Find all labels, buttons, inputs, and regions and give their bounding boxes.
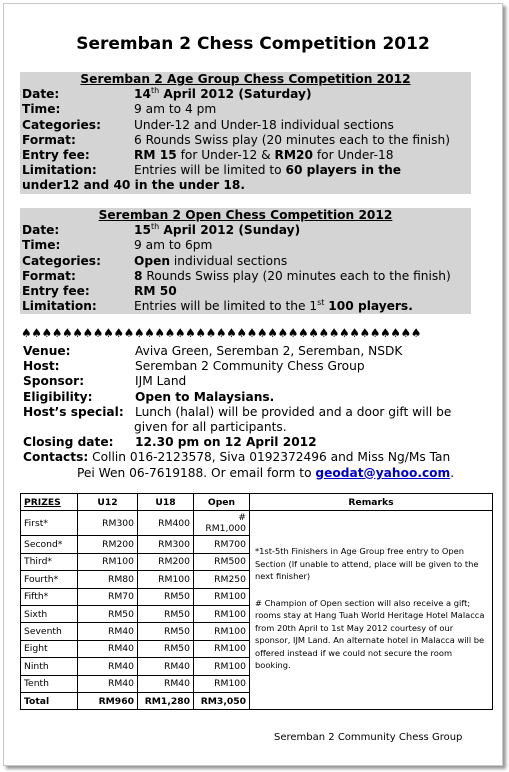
prize-place: Fourth* bbox=[21, 571, 78, 588]
info-field-row bbox=[21, 359, 471, 374]
prize-amount: RM700 bbox=[194, 536, 250, 553]
prize-amount: RM50 bbox=[138, 605, 194, 622]
prize-amount: RM300 bbox=[78, 511, 138, 536]
remarks-header: Remarks bbox=[250, 494, 493, 511]
closing-date-row bbox=[21, 435, 471, 450]
age-group-field-value bbox=[134, 163, 471, 178]
remark-second: # Champion of Open section will also receive a gift; rooms stay at Hang Tuah World Heritage Hotel Malacca from 20th April to 1st May 2012 courtesy of our sponsor, IJM Land. An alternate hotel in Malacca will be offered instead if we could not secure the room booking. bbox=[255, 597, 485, 671]
u18-header: U18 bbox=[138, 494, 194, 511]
open-field-label: Limitation: bbox=[22, 299, 97, 314]
closing-date-value: 12.30 pm on 12 April 2012 bbox=[135, 435, 317, 450]
table-row bbox=[21, 511, 493, 536]
info-field-label: Host’s special: bbox=[23, 404, 124, 419]
info-field-label: Eligibility: bbox=[23, 389, 93, 404]
email-link[interactable]: geodat@yahoo.com bbox=[315, 465, 451, 480]
info-field-label: Venue: bbox=[23, 344, 71, 358]
text-segment: RM 15 bbox=[134, 148, 177, 163]
text-segment: st bbox=[317, 298, 325, 308]
age-group-field-row bbox=[20, 133, 471, 148]
prize-amount: RM80 bbox=[78, 571, 138, 588]
open-field-row bbox=[20, 223, 471, 238]
text-segment: Under-12 and Under-18 individual sections bbox=[134, 117, 394, 132]
age-group-section bbox=[20, 72, 471, 194]
prize-amount: RM250 bbox=[194, 571, 250, 588]
text-segment: Entries will be limited to bbox=[134, 163, 286, 178]
prize-amount: RM40 bbox=[78, 623, 138, 640]
text-segment: 15 bbox=[134, 223, 151, 238]
info-field-label: Host: bbox=[23, 359, 60, 374]
info-field-label: Sponsor: bbox=[23, 374, 85, 389]
open-field-value bbox=[134, 269, 471, 284]
text-segment: under12 bbox=[22, 178, 80, 193]
prize-amount: RM100 bbox=[194, 605, 250, 622]
open-field-row bbox=[20, 238, 471, 253]
prize-amount: RM300 bbox=[138, 536, 194, 553]
info-field-value bbox=[135, 359, 471, 374]
open-field-row bbox=[20, 254, 471, 269]
contacts-line2-end: . bbox=[450, 465, 455, 480]
prize-place: Fifth* bbox=[21, 588, 78, 605]
prize-amount: RM100 bbox=[194, 675, 250, 692]
open-field-label: Categories: bbox=[22, 253, 101, 268]
age-group-field-value bbox=[134, 87, 471, 102]
text-segment: 60 players in the bbox=[285, 163, 402, 178]
prize-amount: RM100 bbox=[194, 588, 250, 605]
age-group-field-label: Limitation: bbox=[22, 163, 97, 178]
prize-amount: RM40 bbox=[138, 658, 194, 675]
text-segment: Aviva Green, Seremban 2, Seremban, NSDK bbox=[135, 344, 403, 358]
prize-amount: # RM1,000 bbox=[194, 511, 250, 536]
text-segment: 100 players. bbox=[328, 299, 413, 314]
contacts-line2-text: Pei Wen 06-7619188. Or email form to bbox=[77, 465, 316, 480]
prize-amount: RM40 bbox=[78, 675, 138, 692]
text-segment: Open bbox=[134, 253, 171, 268]
prize-place: Second* bbox=[21, 536, 78, 553]
prizes-header-row bbox=[21, 494, 493, 511]
prize-place: Eight bbox=[21, 640, 78, 657]
prize-place: Seventh bbox=[21, 623, 78, 640]
prize-amount: RM100 bbox=[194, 640, 250, 657]
open-field-label: Format: bbox=[22, 268, 76, 283]
prize-amount: RM100 bbox=[78, 553, 138, 570]
text-segment: Open to Malaysians. bbox=[135, 389, 275, 404]
prize-amount: RM100 bbox=[194, 658, 250, 675]
open-field-value bbox=[134, 223, 471, 238]
text-segment: th bbox=[150, 222, 160, 232]
remark-first: *1st-5th Finishers in Age Group free entry to Open Section (If unable to attend, place will be given to the next finisher) bbox=[255, 546, 479, 582]
text-segment: IJM Land bbox=[135, 374, 187, 389]
u12-header: U12 bbox=[78, 494, 138, 511]
prize-amount: RM70 bbox=[78, 588, 138, 605]
text-segment: April 2012 (Saturday) bbox=[159, 87, 312, 102]
age-group-field-label: Time: bbox=[22, 102, 61, 117]
prize-place: Third* bbox=[21, 553, 78, 570]
age-group-field-row bbox=[20, 163, 471, 178]
text-segment: April 2012 (Sunday) bbox=[159, 223, 301, 238]
footer-org: Seremban 2 Community Chess Group bbox=[274, 732, 463, 743]
age-group-field-label: Date: bbox=[22, 87, 60, 102]
open-field-label: Entry fee: bbox=[22, 284, 90, 299]
age-group-field-label: Format: bbox=[22, 132, 76, 147]
open-field-label: Time: bbox=[22, 238, 61, 253]
info-field-value bbox=[135, 344, 471, 359]
age-group-limitation-continued bbox=[20, 178, 471, 193]
prize-amount: RM40 bbox=[78, 640, 138, 657]
prize-amount: RM200 bbox=[78, 536, 138, 553]
host-special-continued: given for all participants. bbox=[134, 420, 287, 435]
prize-amount: RM40 bbox=[78, 658, 138, 675]
total-amount: RM1,280 bbox=[138, 692, 194, 709]
age-group-field-value bbox=[134, 133, 471, 148]
text-segment: individual sections bbox=[170, 253, 288, 268]
spade-divider: ♠♠♠♠♠♠♠♠♠♠♠♠♠♠♠♠♠♠♠♠♠♠♠♠♠♠♠♠♠♠♠♠♠♠♠♠♠♠♠ bbox=[21, 326, 422, 340]
age-group-field-value bbox=[134, 102, 471, 117]
open-field-row bbox=[20, 269, 471, 284]
info-field-value bbox=[135, 390, 471, 405]
text-segment: 14 bbox=[134, 87, 151, 102]
age-group-heading: Seremban 2 Age Group Chess Competition 2012 bbox=[80, 72, 411, 86]
text-segment: 9 am to 4 pm bbox=[134, 102, 217, 117]
prize-amount: RM40 bbox=[138, 675, 194, 692]
closing-date-label: Closing date: bbox=[23, 435, 114, 450]
prize-amount: RM100 bbox=[138, 571, 194, 588]
prize-amount: RM50 bbox=[138, 588, 194, 605]
prize-amount: RM50 bbox=[78, 605, 138, 622]
text-segment: Rounds Swiss play (20 minutes each to the finish) bbox=[142, 268, 451, 283]
prize-amount: RM50 bbox=[138, 623, 194, 640]
open-field-value bbox=[134, 299, 471, 314]
open-field-label: Date: bbox=[22, 223, 60, 238]
prize-amount: RM100 bbox=[194, 623, 250, 640]
info-field-row bbox=[21, 374, 471, 389]
contacts-row bbox=[21, 450, 471, 465]
age-group-field-label: Categories: bbox=[22, 117, 101, 132]
info-field-value bbox=[135, 374, 471, 389]
total-label: Total bbox=[21, 692, 78, 709]
prize-amount: RM50 bbox=[138, 640, 194, 657]
age-group-field-label: Entry fee: bbox=[22, 148, 90, 163]
text-segment: RM 50 bbox=[134, 284, 177, 299]
text-segment: th bbox=[150, 86, 160, 96]
remarks-cell bbox=[250, 511, 493, 710]
text-segment: for Under-12 & bbox=[176, 148, 275, 163]
prizes-header-label: PRIZES bbox=[21, 494, 78, 511]
document-title: Seremban 2 Chess Competition 2012 bbox=[76, 34, 430, 54]
text-segment: 6 Rounds Swiss play (20 minutes each to the finish) bbox=[134, 132, 450, 147]
prize-place: Ninth bbox=[21, 658, 78, 675]
age-group-field-value bbox=[134, 118, 471, 133]
prize-place: Sixth bbox=[21, 605, 78, 622]
open-section bbox=[20, 208, 471, 314]
prize-place: Tenth bbox=[21, 675, 78, 692]
prize-amount: RM400 bbox=[138, 511, 194, 536]
prize-amount: RM500 bbox=[194, 553, 250, 570]
age-group-field-row bbox=[20, 148, 471, 163]
info-field-value bbox=[135, 405, 471, 420]
open-header: Open bbox=[194, 494, 250, 511]
age-group-field-row bbox=[20, 118, 471, 133]
info-field-row bbox=[21, 344, 471, 359]
age-group-field-value bbox=[134, 148, 471, 163]
text-segment: Lunch (halal) will be provided and a door gift will be bbox=[135, 404, 452, 419]
contacts-line2 bbox=[21, 466, 471, 481]
event-info bbox=[21, 344, 471, 481]
prizes-table bbox=[20, 493, 493, 710]
age-group-field-row bbox=[20, 87, 471, 102]
document-page bbox=[3, 3, 503, 766]
text-segment: 40 in the under 18. bbox=[113, 178, 245, 193]
total-amount: RM3,050 bbox=[194, 692, 250, 709]
text-segment: for Under-18 bbox=[312, 148, 394, 163]
prize-amount: RM200 bbox=[138, 553, 194, 570]
open-heading: Seremban 2 Open Chess Competition 2012 bbox=[98, 208, 393, 222]
info-field-row bbox=[21, 405, 471, 420]
text-segment: Seremban 2 Community Chess Group bbox=[135, 359, 365, 374]
text-segment: 9 am to 6pm bbox=[134, 238, 213, 253]
text-segment: RM20 bbox=[274, 148, 313, 163]
info-field-row bbox=[21, 390, 471, 405]
total-amount: RM960 bbox=[78, 692, 138, 709]
prize-place: First* bbox=[21, 511, 78, 536]
open-field-value bbox=[134, 254, 471, 269]
text-segment: 8 bbox=[134, 268, 143, 283]
age-group-field-row bbox=[20, 102, 471, 117]
open-field-row bbox=[20, 284, 471, 299]
text-segment: and bbox=[79, 178, 114, 193]
open-field-value bbox=[134, 284, 471, 299]
contacts-line1: Collin 016-2123578, Siva 0192372496 and Miss Ng/Ms Tan bbox=[88, 450, 451, 465]
open-field-row bbox=[20, 299, 471, 314]
open-field-value bbox=[134, 238, 471, 253]
text-segment: Entries will be limited to the 1 bbox=[134, 299, 318, 314]
contacts-label: Contacts: bbox=[23, 450, 89, 465]
